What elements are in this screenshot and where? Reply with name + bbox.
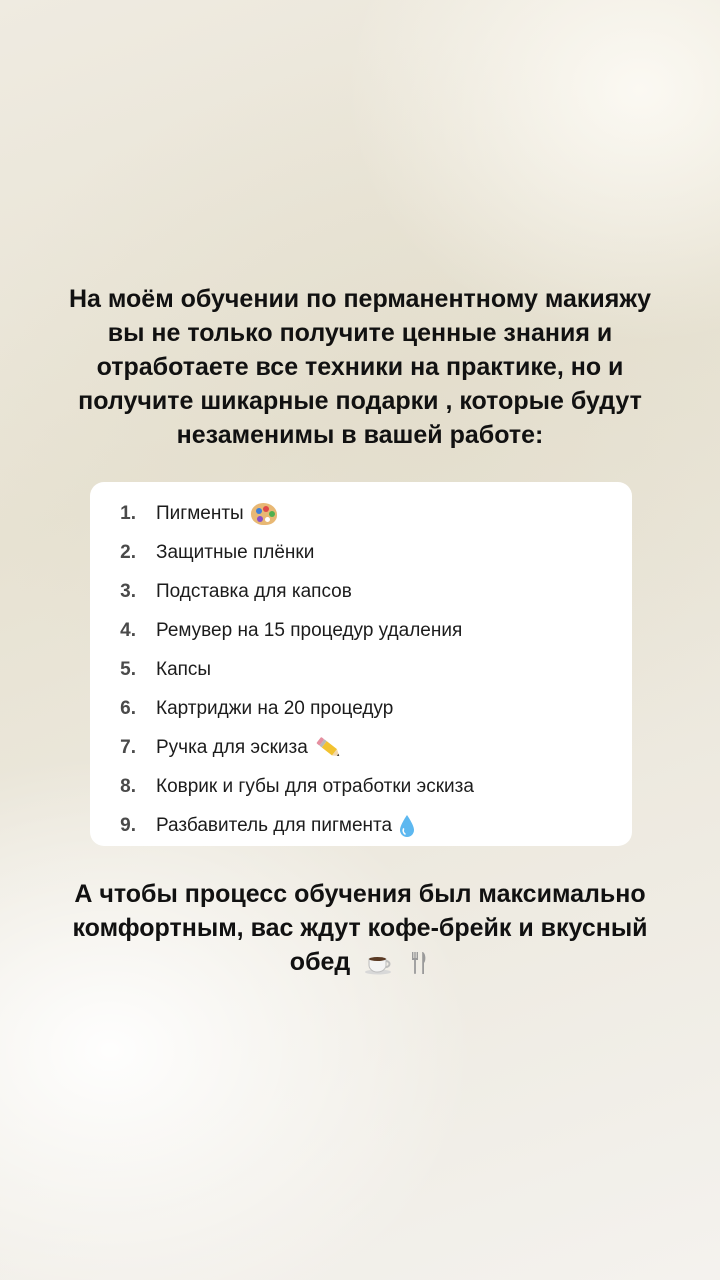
intro-line: незаменимы в вашей работе:	[176, 421, 544, 449]
list-item	[90, 650, 632, 689]
list-item	[90, 806, 632, 845]
outro-heading	[20, 877, 700, 979]
list-item-number: 5.	[120, 658, 136, 680]
list-item-text: Коврик и губы для отработки эскиза	[156, 775, 474, 797]
list-item-text: Капсы	[156, 658, 212, 680]
pencil-icon	[315, 736, 343, 760]
list-item-text: Ручка для эскиза	[156, 736, 308, 758]
list-item-text: Ремувер на 15 процедур удаления	[156, 619, 463, 641]
intro-line: вы не только получите ценные знания и	[107, 319, 613, 347]
list-item-number: 2.	[120, 541, 136, 563]
list-item-number: 3.	[120, 580, 136, 602]
list-item	[90, 611, 632, 650]
list-item	[90, 494, 632, 533]
list-item-text: Защитные плёнки	[156, 541, 315, 563]
list-item-number: 8.	[120, 775, 136, 797]
cutlery-icon	[408, 950, 430, 976]
gift-list-card	[90, 482, 632, 846]
coffee-icon	[364, 951, 394, 975]
list-item	[90, 728, 632, 767]
outro-line: комфортным, вас ждут кофе-брейк и вкусный	[72, 914, 648, 942]
outro-line: обед	[289, 948, 351, 976]
intro-heading	[20, 282, 700, 452]
intro-line: На моём обучении по перманентному макияжу	[68, 285, 652, 313]
list-item-text: Пигменты	[156, 502, 244, 524]
intro-line: получите шикарные подарки , которые будут	[78, 387, 642, 415]
list-item-number: 4.	[120, 619, 136, 641]
list-item-number: 1.	[120, 502, 136, 524]
list-item-text: Картриджи на 20 процедур	[156, 697, 394, 719]
intro-line: отработаете все техники на практике, но и	[96, 353, 624, 381]
list-item	[90, 533, 632, 572]
list-item-number: 9.	[120, 814, 136, 836]
list-item-number: 7.	[120, 736, 136, 758]
list-item	[90, 572, 632, 611]
palette-icon	[251, 503, 277, 525]
list-item	[90, 767, 632, 806]
droplet-icon	[399, 814, 415, 838]
gift-list	[90, 482, 632, 845]
outro-line: А чтобы процесс обучения был максимально	[74, 880, 646, 908]
list-item-text: Разбавитель для пигмента	[156, 814, 393, 836]
list-item-text: Подставка для капсов	[156, 580, 352, 602]
list-item	[90, 689, 632, 728]
list-item-number: 6.	[120, 697, 136, 719]
